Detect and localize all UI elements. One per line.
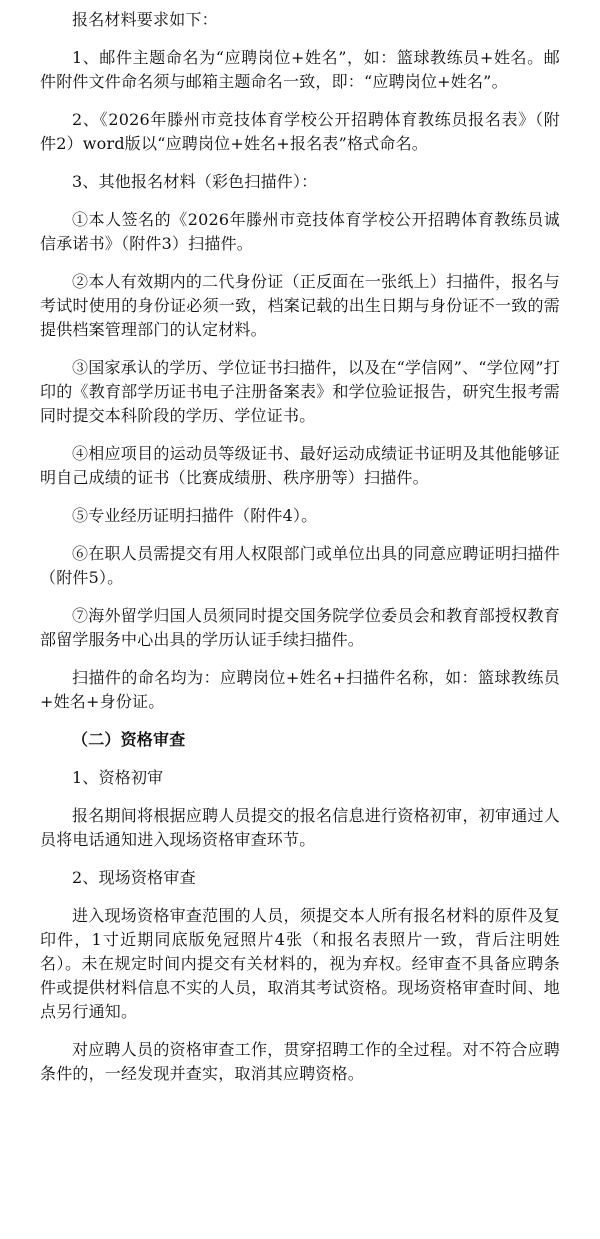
requirement-other-materials: 3、其他报名材料（彩色扫描件）：: [72, 172, 318, 191]
item-diploma-degree: ③国家承认的学历、学位证书扫描件，以及在“学信网”、“学位网”打印的《教育部学历证书电子注册备案表》和学位验证报告，研究生报考需同时提交本科阶段的学历、学位证书。: [40, 358, 560, 425]
item-professional-experience: ⑤专业经历证明扫描件（附件4）。: [72, 506, 318, 525]
item-athlete-certificate: ④相应项目的运动员等级证书、最好运动成绩证书证明及其他能够证明自己成绩的证书（比赛成绩册、秩序册等）扫描件。: [40, 444, 560, 487]
subheading-onsite-review: 2、现场资格审查: [72, 868, 196, 887]
item-integrity-pledge: ①本人签名的《2026年滕州市竞技体育学校公开招聘体育教练员诚信承诺书》（附件3）扫描件。: [40, 210, 560, 253]
review-throughout-process-text: 对应聘人员的资格审查工作，贯穿招聘工作的全过程。对不符合应聘条件的，一经发现并查实，取消其应聘资格。: [40, 1040, 560, 1083]
item-overseas-certification: ⑦海外留学归国人员须同时提交国务院学位委员会和教育部授权教育部留学服务中心出具的学历认证手续扫描件。: [40, 606, 560, 649]
subheading-preliminary-review: 1、资格初审: [72, 768, 164, 787]
preliminary-review-text: 报名期间将根据应聘人员提交的报名信息进行资格初审，初审通过人员将电话通知进入现场资格审查环节。: [40, 806, 560, 849]
requirement-email-subject: 1、邮件主题命名为“应聘岗位+姓名”，如：篮球教练员+姓名。邮件附件文件命名须与邮箱主题命名一致，即：“应聘岗位+姓名”。: [40, 48, 560, 91]
onsite-review-text: 进入现场资格审查范围的人员，须提交本人所有报名材料的原件及复印件，1寸近期同底版免冠照片4张（和报名表照片一致，背后注明姓名）。未在规定时间内提交有关材料的，视为弃权。经审查不具备应聘条件或提供材料信息不实的人员，取消其考试资格。现场资格审查时间、地点另行通知。: [40, 906, 560, 1021]
section-heading-qualification-review: （二）资格审查: [72, 730, 186, 749]
item-employer-consent: ⑥在职人员需提交有用人权限部门或单位出具的同意应聘证明扫描件（附件5）。: [40, 544, 560, 587]
materials-intro: 报名材料要求如下：: [72, 10, 218, 29]
item-id-card: ②本人有效期内的二代身份证（正反面在一张纸上）扫描件，报名与考试时使用的身份证必须一致，档案记载的出生日期与身份证不一致的需提供档案管理部门的认定材料。: [40, 272, 560, 339]
scan-naming-rule: 扫描件的命名均为：应聘岗位+姓名+扫描件名称，如：篮球教练员+姓名+身份证。: [40, 668, 560, 711]
requirement-registration-form: 2、《2026年滕州市竞技体育学校公开招聘体育教练员报名表》（附件2）word版以“应聘岗位+姓名+报名表”格式命名。: [40, 110, 560, 153]
